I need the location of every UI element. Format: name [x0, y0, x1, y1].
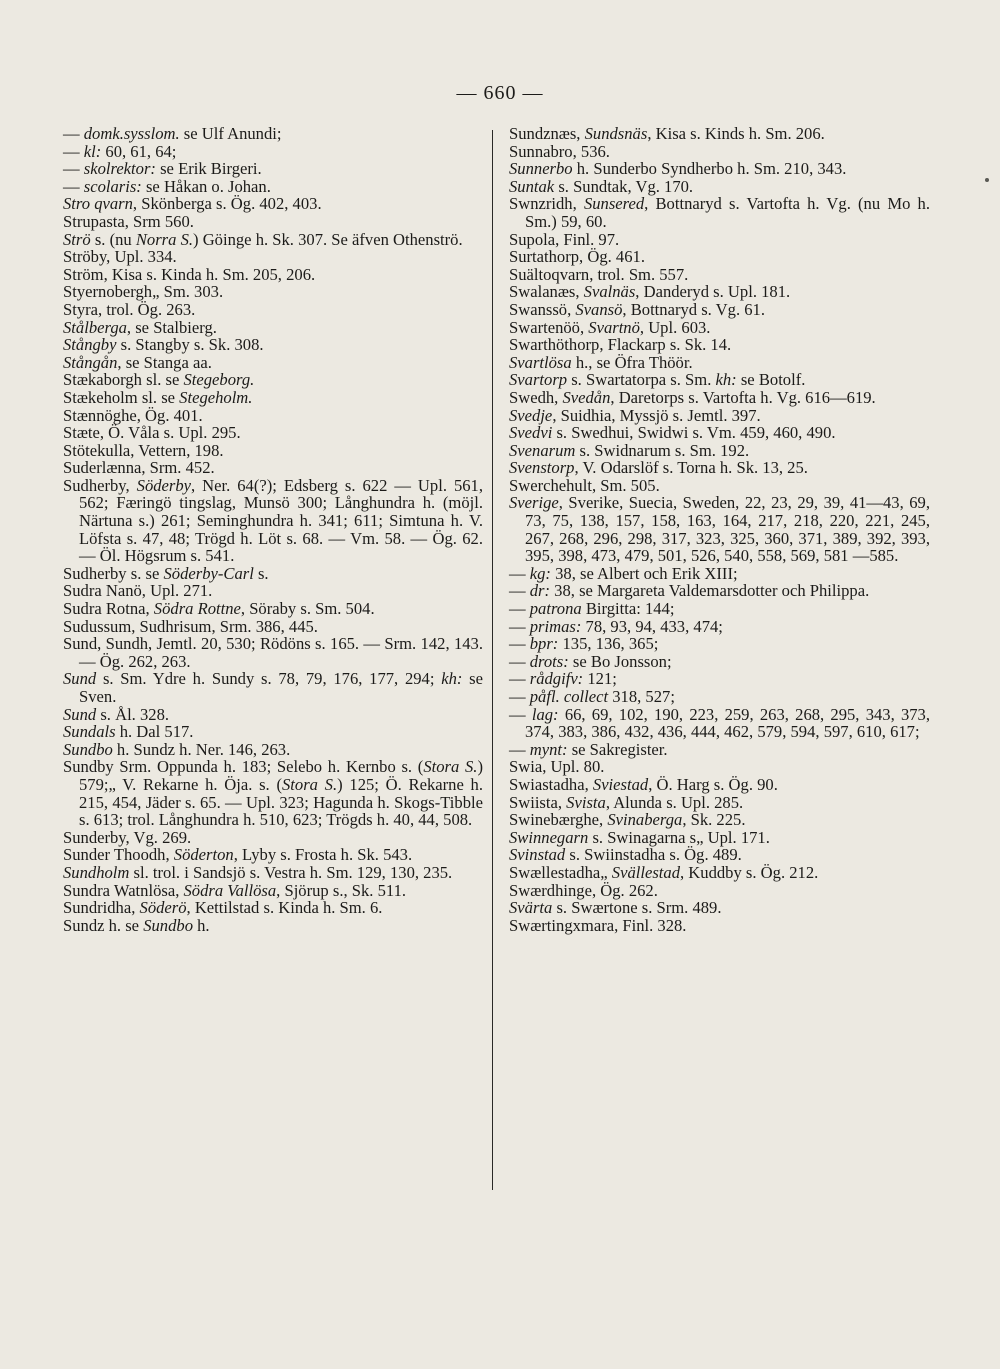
index-entry: Styra, trol. Ög. 263. [63, 299, 196, 319]
index-entry: Sudussum, Sudhrisum, Srm. 386, 445. [63, 616, 318, 636]
index-entry: Svedje, Suidhia, Myssjö s. Jemtl. 397. [509, 405, 761, 425]
index-entry: Stålberga, se Stalbierg. [63, 317, 217, 337]
index-entry: — drots: se Bo Jonsson; [509, 651, 672, 671]
index-entry: — mynt: se Sakregister. [509, 739, 668, 759]
index-entry: Svartlösa h., se Öfra Thöör. [509, 352, 693, 372]
index-entry: Suderlænna, Srm. 452. [63, 458, 215, 478]
index-entry: Sund, Sundh, Jemtl. 20, 530; Rödöns s. 165. — Srm. 142, 143. — Ög. 262, 263. [63, 634, 483, 671]
index-entry: Svinstad s. Swiinstadha s. Ög. 489. [509, 845, 742, 865]
index-entry: — kl: 60, 61, 64; [63, 141, 177, 161]
index-entry: Styernobergh„ Sm. 303. [63, 282, 224, 302]
index-entry: Sudra Rotna, Södra Rottne, Söraby s. Sm. 504. [63, 599, 375, 619]
index-entry: Svärta s. Swærtone s. Srm. 489. [509, 898, 722, 918]
index-entry: Ströby, Upl. 334. [63, 247, 177, 267]
index-entry: Stötekulla, Vettern, 198. [63, 440, 224, 460]
index-entry: Swiastadha, Sviestad, Ö. Harg s. Ög. 90. [509, 774, 778, 794]
index-entry: Svartorp s. Swartatorpa s. Sm. kh: se Botolf. [509, 370, 806, 390]
index-entry: — rådgifv: 121; [509, 669, 617, 689]
index-entry: Sund s. Ål. 328. [63, 704, 170, 724]
index-entry: Stænnöghe, Ög. 401. [63, 405, 203, 425]
index-entry: Swarthöthorp, Flackarp s. Sk. 14. [509, 335, 732, 355]
index-entry: Swalanæs, Svalnäs, Danderyd s. Upl. 181. [509, 282, 791, 302]
index-entry: Swedh, Svedån, Daretorps s. Vartofta h. Vg. 616—619. [509, 387, 876, 407]
index-entry: Stækaborgh sl. se Stegeborg. [63, 370, 255, 390]
index-entry: Stro qvarn, Skönberga s. Ög. 402, 403. [63, 194, 322, 214]
index-entry: Sundznæs, Sundsnäs, Kisa s. Kinds h. Sm. 206. [509, 124, 825, 143]
index-entry: Sundby Srm. Oppunda h. 183; Selebo h. Kernbo s. (Stora S.) 579;„ V. Rekarne h. Öja. s. (Stora S.) 125; Ö. Rekarne h. 215, 454, Jäder s. 65. — Upl. 323; Hagunda h. Skogs-Tibble s. 613; trol. Långhundra h. 510, 623; Trögds h. 40, 44, 508. [63, 757, 483, 830]
index-entry: Swia, Upl. 80. [509, 757, 605, 777]
index-entry: Stæte, Ö. Våla s. Upl. 295. [63, 423, 241, 443]
index-entry: — primas: 78, 93, 94, 433, 474; [509, 616, 723, 636]
index-entry: — dr: 38, se Margareta Valdemarsdotter och Philippa. [509, 581, 870, 601]
index-entry: — scolaris: se Håkan o. Johan. [63, 176, 271, 196]
index-entry: Stækeholm sl. se Stegeholm. [63, 387, 253, 407]
index-entry: Sundholm sl. trol. i Sandsjö s. Vestra h. Sm. 129, 130, 235. [63, 862, 453, 882]
index-entry: Swerchehult, Sm. 505. [509, 475, 660, 495]
index-entry: Sudra Nanö, Upl. 271. [63, 581, 213, 601]
index-entry: Svenstorp, V. Odarslöf s. Torna h. Sk. 13, 25. [509, 458, 808, 478]
index-entry: Sund s. Sm. Ydre h. Sundy s. 78, 79, 176, 177, 294; kh: se Sven. [63, 669, 483, 706]
index-entry: Stångby s. Stangby s. Sk. 308. [63, 335, 264, 355]
index-entry: Swællestadha„ Svällestad, Kuddby s. Ög. 212. [509, 862, 819, 882]
index-entry: — domk.sysslom. se Ulf Anundi; [63, 124, 282, 143]
index-entry: Strö s. (nu Norra S.) Göinge h. Sk. 307. Se äfven Othenströ. [63, 229, 463, 249]
index-entry: — kg: 38, se Albert och Erik XIII; [509, 563, 738, 583]
index-entry: Sundridha, Söderö, Kettilstad s. Kinda h. Sm. 6. [63, 898, 383, 918]
index-entry: Swnzridh, Sunsered, Bottnaryd s. Vartofta h. Vg. (nu Mo h. Sm.) 59, 60. [509, 194, 930, 231]
index-entry: Swærtingxmara, Finl. 328. [509, 915, 687, 935]
index-entry: Swinnegarn s. Swinagarna s„ Upl. 171. [509, 827, 770, 847]
index-entry: Swiista, Svista, Alunda s. Upl. 285. [509, 792, 744, 812]
index-entry: Sundals h. Dal 517. [63, 722, 194, 742]
index-entry: Sunderby, Vg. 269. [63, 827, 192, 847]
index-entry: Stångån, se Stanga aa. [63, 352, 212, 372]
index-entry: Supola, Finl. 97. [509, 229, 620, 249]
margin-speck [985, 178, 989, 182]
index-entry: Sverige, Sverike, Suecia, Sweden, 22, 23, 29, 39, 41—43, 69, 73, 75, 138, 157, 158, 163, 164, 217, 218, 220, 221, 245, 267, 268, 296, 298, 317, 323, 325, 360, 371, 389, 392, 393, 395, 398, 473, 479, 501, 526, 540, 558, 569, 581 —585. [509, 493, 930, 566]
index-entry: Svenarum s. Swidnarum s. Sm. 192. [509, 440, 750, 460]
index-entry: Swærdhinge, Ög. 262. [509, 880, 658, 900]
index-entry: Surtathorp, Ög. 461. [509, 247, 645, 267]
index-entry: Swanssö, Svansö, Bottnaryd s. Vg. 61. [509, 299, 765, 319]
page-number: — 660 — [456, 82, 544, 104]
index-entry: Suältoqvarn, trol. Sm. 557. [509, 264, 689, 284]
right-column [509, 125, 930, 934]
index-entry: — skolrektor: se Erik Birgeri. [63, 159, 262, 179]
index-entry: — påfl. collect 318, 527; [509, 687, 675, 706]
index-entry: Sundz h. se Sundbo h. [63, 915, 210, 935]
index-entry: Sunnerbo h. Sunderbo Syndherbo h. Sm. 210, 343. [509, 159, 847, 179]
column-divider [492, 130, 493, 1190]
index-entry: Strupasta, Srm 560. [63, 211, 194, 231]
index-entry: Svedvi s. Swedhui, Swidwi s. Vm. 459, 460, 490. [509, 423, 836, 443]
index-entry: Swinebærghe, Svinaberga, Sk. 225. [509, 810, 746, 830]
index-entry: Sundra Watnlösa, Södra Vallösa, Sjörup s., Sk. 511. [63, 880, 407, 900]
index-entry: — lag: 66, 69, 102, 190, 223, 259, 263, 268, 295, 343, 373, 374, 383, 386, 432, 436, 444, 462, 579, 594, 597, 610, 617; [509, 704, 931, 742]
index-entry: Sudherby, Söderby, Ner. 64(?); Edsberg s. 622 — Upl. 561, 562; Færingö tingslag, Munsö 300; Långhundra h. (möjl. Närtuna s.) 261; Seminghundra h. 341; 611; Simtuna h. V. Löfsta s. 47, 48; Trögd h. Löt s. 68. — Vm. 58. — Ög. 62. — Öl. Högsrum s. 541. [63, 475, 483, 566]
index-entry: Sunnabro, 536. [509, 141, 610, 161]
index-entry: Sunder Thoodh, Söderton, Lyby s. Frosta h. Sk. 543. [63, 845, 413, 865]
index-entry: Ström, Kisa s. Kinda h. Sm. 205, 206. [63, 264, 316, 284]
index-entry: Sundbo h. Sundz h. Ner. 146, 263. [63, 739, 291, 759]
index-entry: Swartenöö, Svartnö, Upl. 603. [509, 317, 711, 337]
index-entry: Sudherby s. se Söderby-Carl s. [63, 563, 269, 583]
index-entry: — patrona Birgitta: 144; [509, 599, 675, 619]
index-entry: Suntak s. Sundtak, Vg. 170. [509, 176, 694, 196]
index-entry: — bpr: 135, 136, 365; [509, 634, 659, 654]
left-column [63, 125, 483, 934]
